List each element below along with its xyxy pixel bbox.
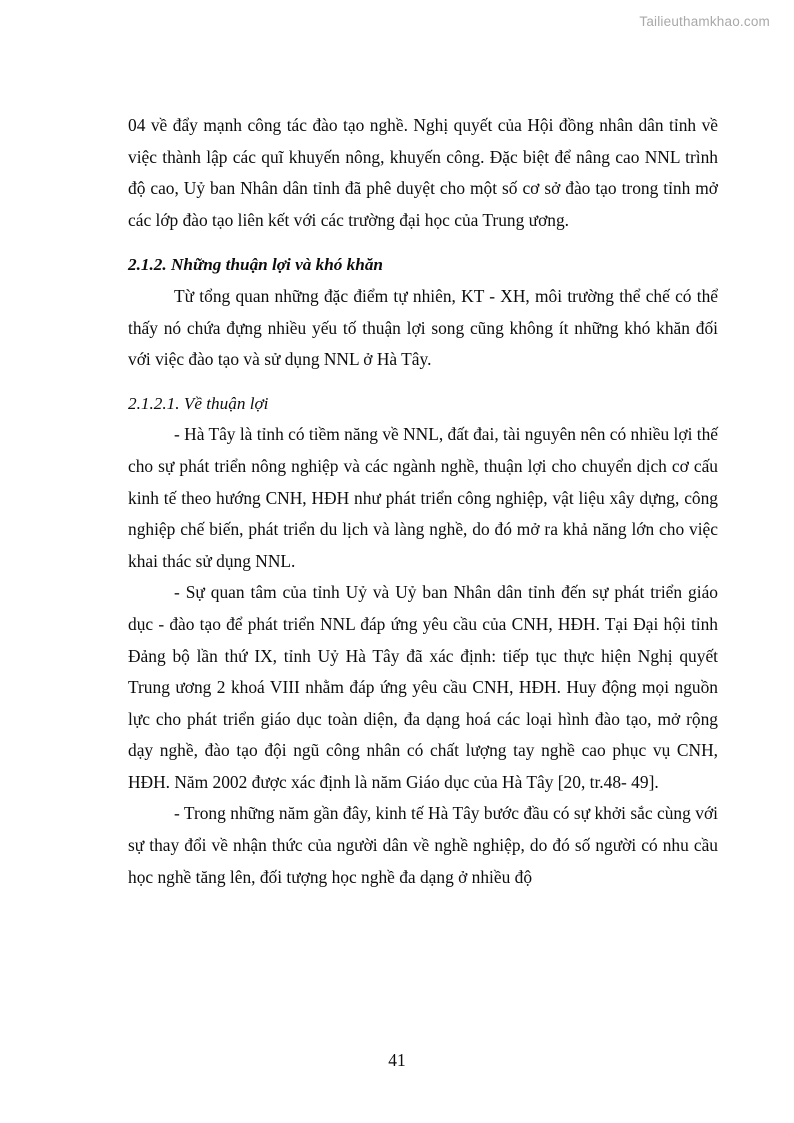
page-content (128, 110, 718, 893)
bullet-paragraph-three: - Trong những năm gần đây, kinh tế Hà Tây bước đầu có sự khởi sắc cùng với sự thay đổi về nhận thức của người dân về nghề nghiệp, do đó số người có nhu cầu học nghề tăng lên, đối tượng học nghề đa dạng ở nhiều độ (128, 803, 718, 887)
paragraph-overview: Từ tổng quan những đặc điểm tự nhiên, KT - XH, môi trường thể chế có thể thấy nó chứa đựng nhiều yếu tố thuận lợi song cũng không ít những khó khăn đối với việc đào tạo và sử dụng NNL ở Hà Tây. (128, 285, 718, 370)
page-number: 41 (388, 1050, 406, 1070)
paragraph-continued: 04 về đẩy mạnh công tác đào tạo nghề. Nghị quyết của Hội đồng nhân dân tỉnh về việc thành lập các quĩ khuyến nông, khuyến công. Đặc biệt để nâng cao NNL trình độ cao, Uỷ ban Nhân dân tỉnh đã phê duyệt cho một số cơ sở đào tạo trong tỉnh mở các lớp đào tạo liên kết với các trường đại học của Trung ương. (128, 115, 718, 230)
watermark-label: Tailieuthamkhao.com (639, 14, 770, 29)
bullet-paragraph-two: - Sự quan tâm của tỉnh Uỷ và Uỷ ban Nhân dân tỉnh đến sự phát triển giáo dục - đào tạo để phát triển NNL đáp ứng yêu cầu của CNH, HĐH. Tại Đại hội tỉnh Đảng bộ lần thứ IX, tỉnh Uỷ Hà Tây đã xác định: tiếp tục thực hiện Nghị quyết Trung ương 2 khoá VIII nhằm đáp ứng yêu cầu CNH, HĐH. Huy động mọi nguồn lực cho phát triển giáo dục toàn diện, đa dạng hoá các loại hình đào tạo, mở rộng dạy nghề, đào tạo đội ngũ công nhân có chất lượng tay nghề cao phục vụ CNH, HĐH. Năm 2002 được xác định là năm Giáo dục của Hà Tây [20, tr.48- 49]. (128, 582, 718, 792)
sub-heading-2-1-2-1: 2.1.2.1. Về thuận lợi (128, 393, 269, 413)
bullet-paragraph-one: - Hà Tây là tỉnh có tiềm năng về NNL, đất đai, tài nguyên nên có nhiều lợi thế cho sự phát triển nông nghiệp và các ngành nghề, thuận lợi cho chuyển dịch cơ cấu kinh tế theo hướng CNH, HĐH như phát triển công nghiệp, vật liệu xây dựng, công nghiệp chế biến, phát triển du lịch và làng nghề, do đó mở ra khả năng lớn cho việc khai thác sử dụng NNL. (128, 424, 718, 571)
section-heading-2-1-2: 2.1.2. Những thuận lợi và khó khăn (128, 255, 383, 275)
